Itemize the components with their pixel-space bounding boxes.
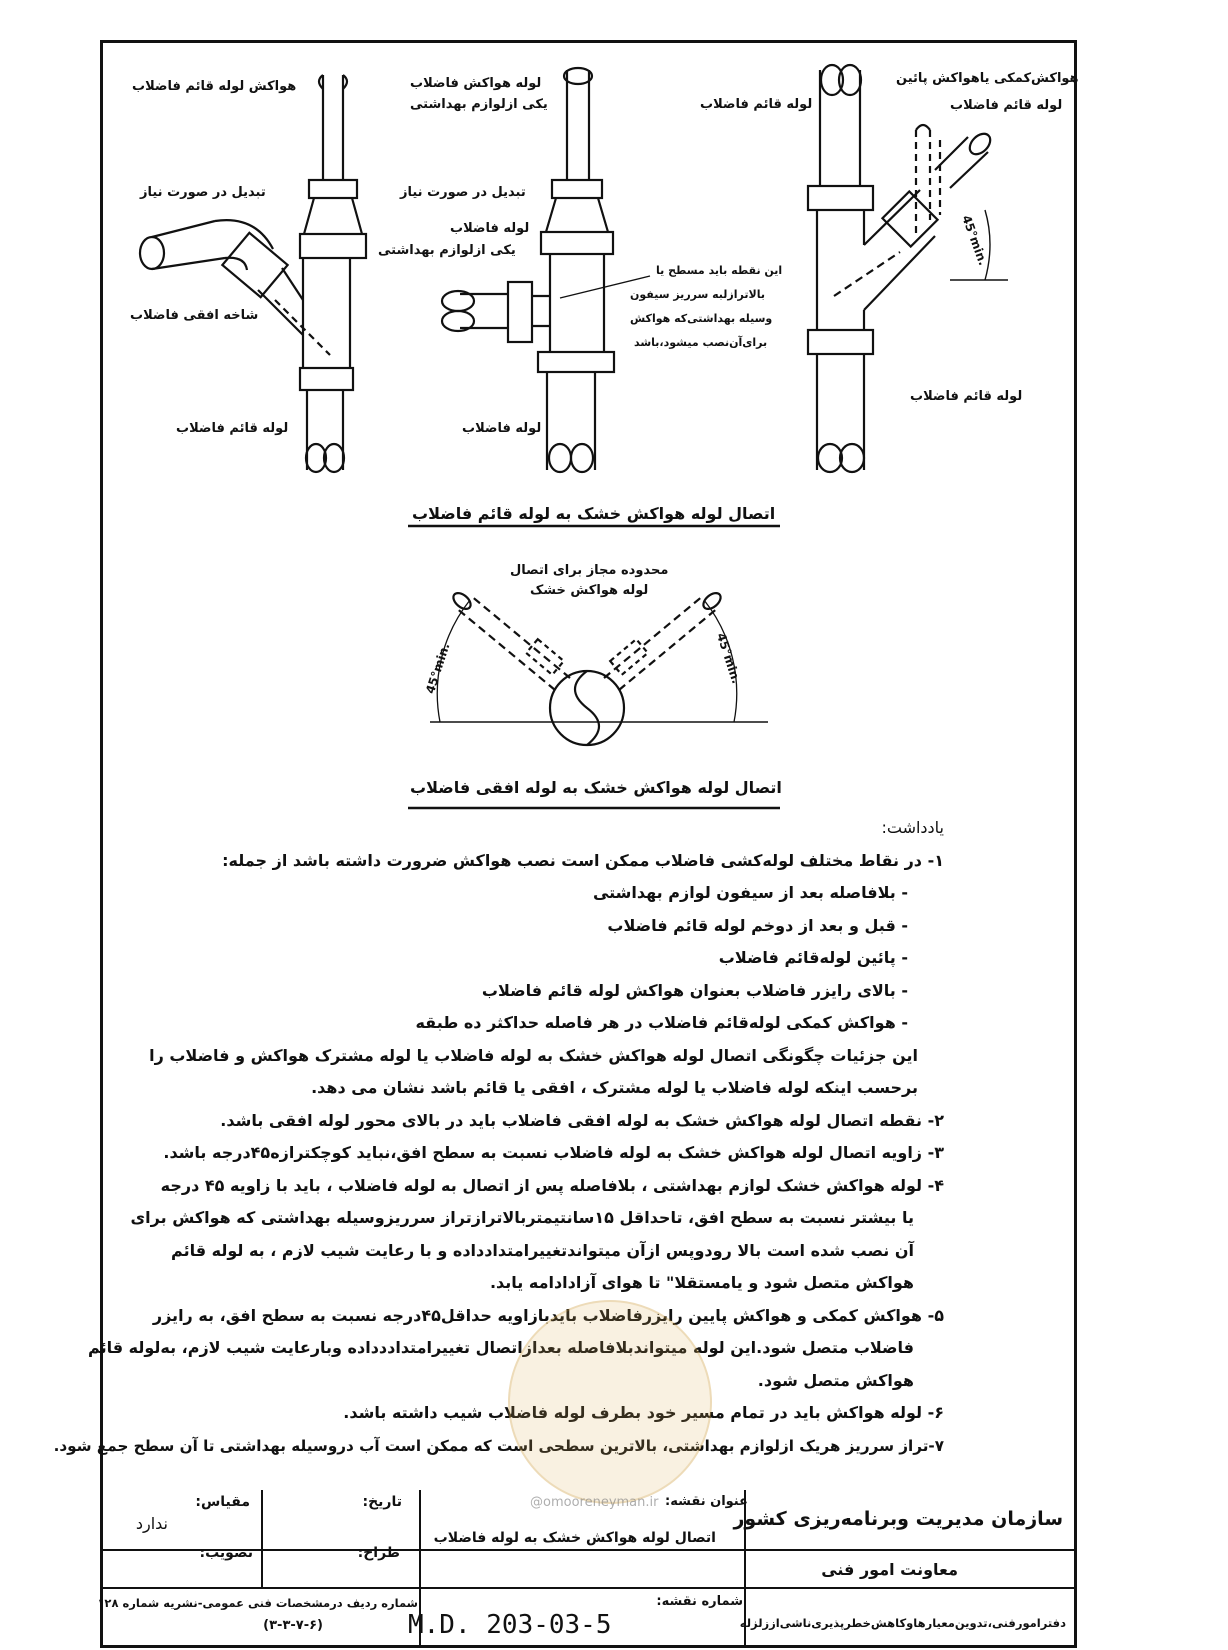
org-name: سازمان مدیریت وبرنامه‌ریزی کشور xyxy=(733,1508,1063,1530)
org-office: دفترامورفنی،تدوین‌معیارهاوکاهش‌خطرپذیری‌ناشی‌اززلزله xyxy=(739,1616,1066,1630)
label-aux-vent-2: لوله قائم فاضلاب xyxy=(950,98,1063,113)
note-1-item-3: - پائین لوله‌قائم فاضلاب xyxy=(718,948,908,967)
angle-label-right: 45°min. xyxy=(959,213,991,268)
note-4-cont-3: هواکش متصل شود و یامستقلا" تا هوای آزادادامه یابد. xyxy=(489,1273,914,1292)
label-allowed-range-2: لوله هواکش خشک xyxy=(530,583,649,598)
note-1-item-1: - بلافاصله بعد از سیفون لوازم بهداشتی xyxy=(592,883,908,902)
label-horizontal-branch: شاخه افقی فاضلاب xyxy=(130,308,259,323)
scale-value: ندارد xyxy=(135,1514,168,1533)
diagram-horizontal-pipe xyxy=(430,590,768,745)
note-line-3: وسیله بهداشتی‌که هواکش xyxy=(630,312,773,325)
label-vent-stack: هواکش لوله قائم فاضلاب xyxy=(132,79,297,94)
diagram-left-stack xyxy=(140,75,366,472)
note-7: ۷-تراز سرریز هریک ازلوازم بهداشتی، بالاترین سطحی است که ممکن است آب دروسیله بهداشتی تا آن سطح جمع شود. xyxy=(53,1436,944,1455)
caption-top: اتصال لوله هواکش خشک به لوله قائم فاضلاب xyxy=(412,504,776,523)
note-2: ۲- نقطه اتصال لوله هواکش خشک به لوله افقی فاضلاب باید در بالای محور لوله افقی باشد. xyxy=(220,1110,944,1130)
label-stack-top: لوله قائم فاضلاب xyxy=(700,97,813,112)
note-1-detail-1: این جزئیات چگونگی اتصال لوله هواکش خشک به لوله فاضلاب یا لوله مشترک هواکش و فاضلاب را xyxy=(149,1045,918,1065)
label-vent-pipe-1: لوله هواکش فاضلاب xyxy=(410,76,542,91)
label-drain-1: لوله فاضلاب xyxy=(450,221,530,236)
note-4-cont-2: آن نصب شده است بالا رودوپس ازآن میتواندتغییرامتدادداده و با رعایت شیب لازم ، به لوله قائم xyxy=(171,1240,914,1260)
drawing-title: اتصال لوله هواکش خشک به لوله فاضلاب xyxy=(433,1530,716,1546)
label-stack-bottom: لوله قائم فاضلاب xyxy=(910,389,1023,404)
note-3: ۳- زاویه اتصال لوله هواکش خشک به لوله فاضلاب نسبت به سطح افق،نباید کوچکترازه۴۵درجه باشد. xyxy=(163,1143,944,1162)
diagram-middle-fixture xyxy=(442,68,650,472)
drawing-title-label: عنوان نقشه: xyxy=(665,1494,748,1509)
spec-reference: شماره ردیف درمشخصات فنی عمومی-نشریه شماره ۱۲۸ xyxy=(97,1596,418,1610)
label-drain-stack-left: لوله قائم فاضلاب xyxy=(176,421,289,436)
note-1-item-2: - قبل و بعد از دوخم لوله قائم فاضلاب xyxy=(607,915,908,935)
note-1-item-5: - هواکش کمکی لوله‌قائم فاضلاب در هر فاصله حداکثر ده طبقه xyxy=(415,1013,908,1032)
diagram-right-stack xyxy=(808,65,1008,472)
watermark-url: @omooreneyman.ir xyxy=(530,1495,659,1510)
note-1-item-4: - بالای رایزر فاضلاب بعنوان هواکش لوله قائم فاضلاب xyxy=(481,980,908,1000)
date-label: تاریخ: xyxy=(362,1494,402,1510)
note-1: ۱- در نقاط مختلف لوله‌کشی فاضلاب ممکن است نصب هواکش ضرورت داشته باشد از جمله: xyxy=(222,850,944,870)
caption-bottom: اتصال لوله هواکش خشک به لوله افقی فاضلاب xyxy=(410,778,782,797)
note-5-cont-1: فاضلاب متصل شود.این لوله میتواندبلافاصله بعدازاتصال تغییرامتداددداده وبارعایت شیب لازم، بەلوله قائم xyxy=(88,1338,914,1357)
label-transition-middle: تبدیل در صورت نیاز xyxy=(400,185,526,200)
note-5-cont-2: هواکش متصل شود. xyxy=(757,1370,914,1390)
label-allowed-range-1: محدوده مجاز برای اتصال xyxy=(510,563,669,578)
label-bottom-drain: لوله فاضلاب xyxy=(462,421,542,436)
watermark-seal xyxy=(508,1300,712,1504)
note-1-detail-2: برحسب اینکه لوله فاضلاب یا لوله مشترک ، افقی یا قائم باشد نشان می دهد. xyxy=(311,1078,918,1097)
notes-heading: یادداشت: xyxy=(881,818,944,837)
org-deputy: معاونت امور فنی xyxy=(821,1560,958,1579)
label-vent-pipe-2: یکی ازلوازم بهداشتی xyxy=(410,97,548,112)
note-line-1: این نقطه باید مسطح یا xyxy=(656,264,783,277)
designer-label: طراح: xyxy=(357,1545,400,1561)
angle-label-left: 45°min. xyxy=(422,641,453,696)
note-line-2: بالاترازلبه سرریز سیفون xyxy=(630,288,765,301)
scale-label: مقیاس: xyxy=(195,1494,250,1510)
drawing-number: M.D. 203-03-5 xyxy=(408,1610,612,1640)
label-aux-vent-1: هواکش‌کمکی یاهواکش پائین xyxy=(896,71,1079,86)
drawing-number-label: شماره نقشه: xyxy=(656,1594,743,1609)
note-line-4: برای‌آن‌نصب میشود،باشد xyxy=(634,336,768,349)
note-4-cont-1: یا بیشتر نسبت به سطح افق، تاحداقل ۱۵سانتیمتربالاترازتراز سرریزوسیله بهداشتی که هواکش برای xyxy=(130,1208,914,1227)
note-5: ۵- هواکش کمکی و هواکش پایین رایزرفاضلاب بایدبازاویه حداقل۴۵درجه نسبت به سطح افق، به رایزر xyxy=(152,1305,944,1325)
angle-label-right-bottom: 45°min. xyxy=(713,631,744,686)
note-6: ۶- لوله هواکش باید در تمام مسیر خود بطرف لوله فاضلاب شیب داشته باشد. xyxy=(343,1403,944,1422)
label-transition-left: تبدیل در صورت نیاز xyxy=(140,185,266,200)
label-drain-2: یکی ازلوازم بهداشتی xyxy=(378,243,516,258)
note-4: ۴- لوله هواکش خشک لوازم بهداشتی ، بلافاصله پس از اتصال به لوله فاضلاب ، باید با زاویه ۴۵ درجه xyxy=(160,1175,944,1195)
approval-label: تصویب: xyxy=(199,1545,253,1561)
spec-reference-code: (۳-۳-۷-۶) xyxy=(263,1618,323,1633)
